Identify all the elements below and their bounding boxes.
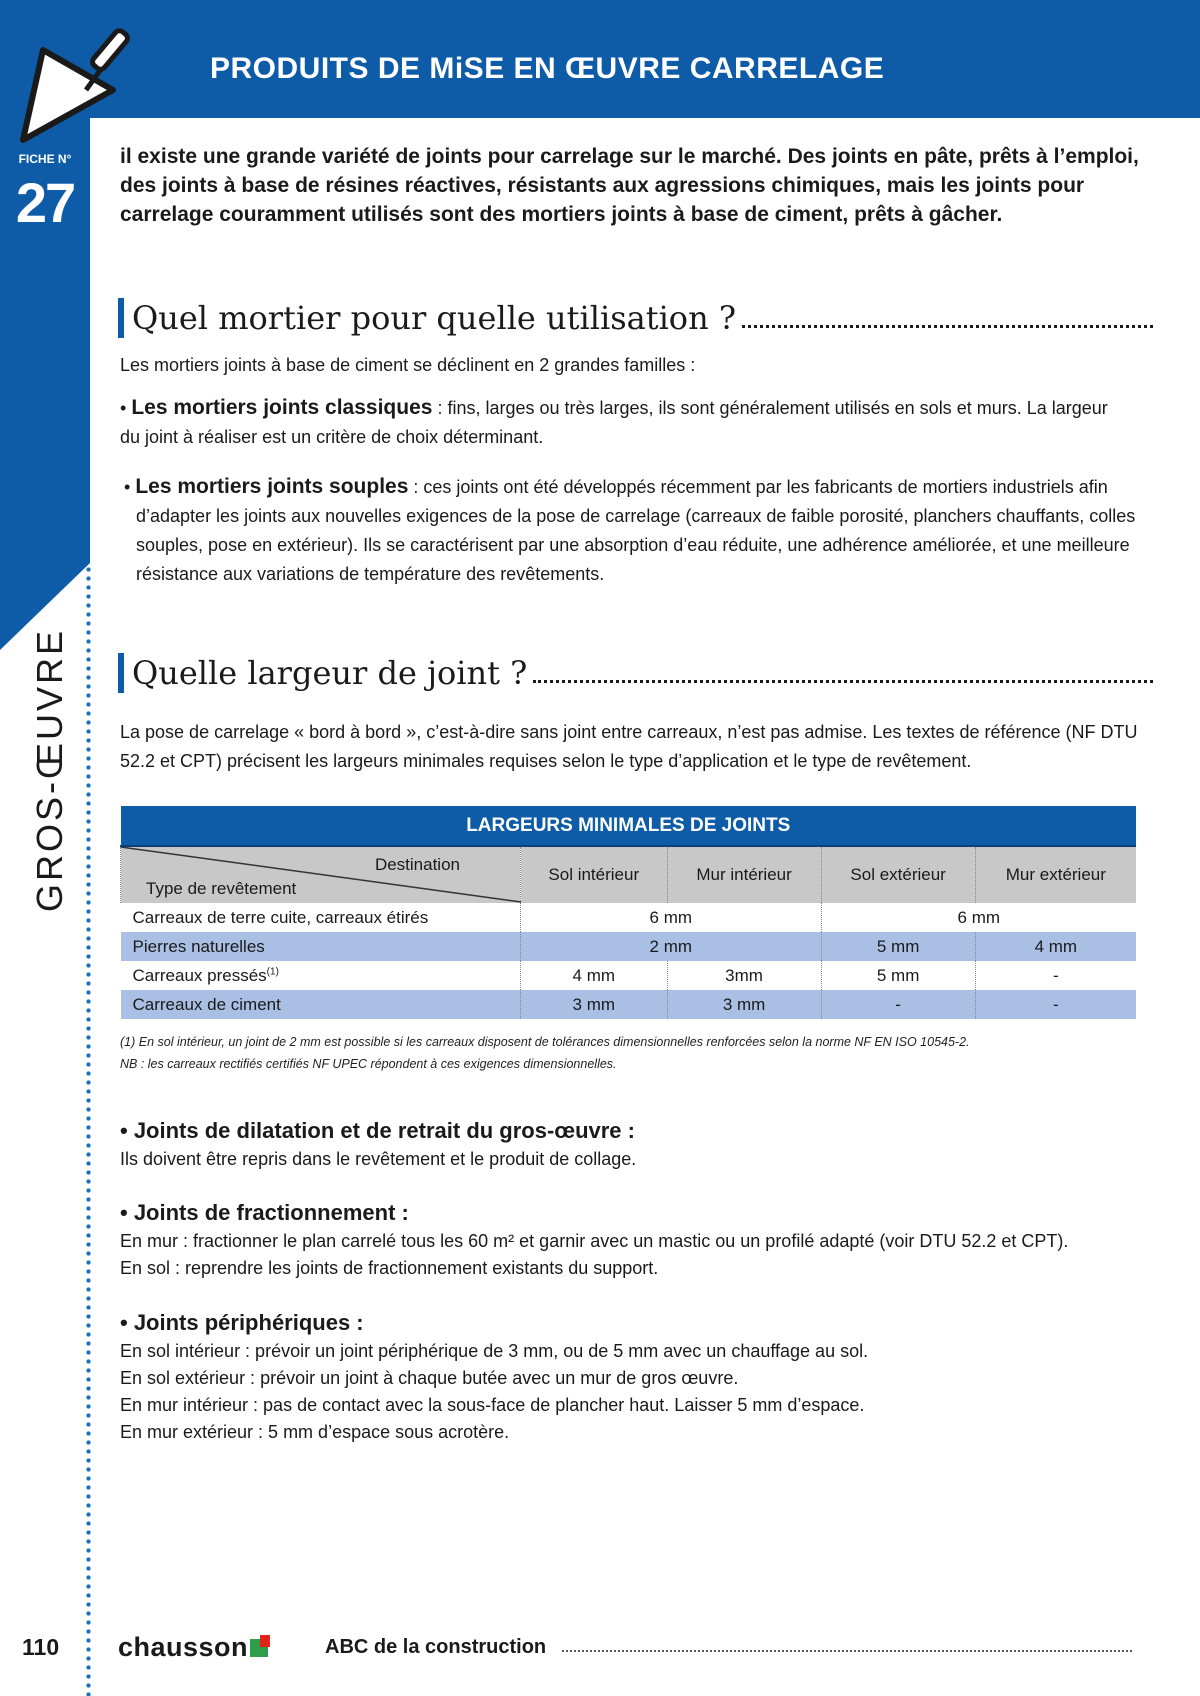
table-row: [121, 990, 1137, 1019]
dot-leader: [742, 325, 1153, 328]
column-header: Sol intérieur: [521, 846, 668, 903]
corner-bottom: Type de revêtement: [146, 879, 297, 898]
row-label: Carreaux de ciment: [121, 990, 521, 1019]
joints-peripheriques: [120, 1308, 1160, 1446]
fiche-label: FICHE N°: [18, 152, 72, 166]
column-header: Mur extérieur: [975, 846, 1136, 903]
heading-largeur: [118, 653, 1153, 693]
brand-name: chausson: [118, 1632, 249, 1662]
cell: 2 mm: [521, 932, 822, 961]
bullet-souples: • Les mortiers joints souples : ces joints ont été développés récemment par les fabricants de mortiers industriels afin d’adapter les joints aux nouvelles exigences de la pose de carrelage (carreaux de faible porosité, planchers chauffants, colles souples, pose en extérieur). Ils se caractérisent par une absorption d’eau réduite, une adhérence améliorée, et une meilleure résistance aux variations de température des revêtements.: [124, 475, 1136, 584]
book-title: ABC de la construction: [325, 1636, 547, 1658]
section-label: GROS-ŒUVRE: [29, 627, 70, 913]
trowel-icon: [18, 20, 143, 145]
cell: -: [821, 990, 975, 1019]
section2-lead: La pose de carrelage « bord à bord », c’est-à-dire sans joint entre carreaux, n’est pas admise. Les textes de référence (NF DTU 52.2 et CPT) précisent les largeurs minimales requises selon le type d’application et le type de revêtement.: [120, 722, 1138, 771]
page-number: 110: [22, 1634, 60, 1660]
cell: 6 mm: [521, 903, 822, 932]
footnote-nb: NB : les carreaux rectifiés certifiés NF UPEC répondent à ces exigences dimensionnelles.: [120, 1057, 617, 1071]
joints-dilatation: [120, 1116, 1160, 1173]
bullet-title: Les mortiers joints classiques: [131, 396, 433, 419]
bullet-classiques: • Les mortiers joints classiques : fins, larges ou très larges, ils sont généralement utilisés en sols et murs. La largeur du joint à réaliser est un critère de choix déterminant.: [120, 396, 1108, 447]
joint-line: En mur intérieur : pas de contact avec la sous-face de plancher haut. Laisser 5 mm d’espace.: [120, 1395, 865, 1415]
heading-mortier: [118, 298, 1153, 338]
row-label-text: Carreaux pressés: [132, 965, 267, 985]
row-label: Pierres naturelles: [121, 932, 521, 961]
table-caption: LARGEURS MINIMALES DE JOINTS: [121, 806, 1137, 846]
cell: 6 mm: [821, 903, 1136, 932]
cell: -: [975, 990, 1136, 1019]
table-row: [121, 932, 1137, 961]
dot-leader: [533, 680, 1153, 683]
heading-text: Quel mortier pour quelle utilisation ?: [132, 299, 736, 337]
page-title: PRODUITS DE MiSE EN ŒUVRE CARRELAGE: [210, 52, 885, 85]
dotted-divider: [86, 565, 91, 1696]
intro-paragraph: il existe une grande variété de joints pour carrelage sur le marché. Des joints en pâte, prêts à l’emploi, des joints à base de résines réactives, résistants aux agressions chimiques, mais les joints pour carrelage couramment utilisés sont des mortiers joints à base de ciment, prêts à gâcher.: [120, 145, 1139, 226]
cell: 4 mm: [975, 932, 1136, 961]
cell: 5 mm: [821, 961, 975, 990]
joints-fractionnement: [120, 1198, 1160, 1282]
cell: -: [975, 961, 1136, 990]
cell: 3 mm: [667, 990, 821, 1019]
bullet-text: : ces joints ont été développés récemment par les fabricants de mortiers industriels afin d’adapter les joints aux nouvelles exigences de la pose de carrelage (carreaux de faible porosité, planchers chauffants, colles souples, pose en extérieur). Ils se caractérisent par une absorption d’eau réduite, une adhérence améliorée, et une meilleure résistance aux variations de température des revêtements.: [136, 477, 1136, 584]
logo-mark-icon: [250, 1639, 268, 1657]
heading-text: Quelle largeur de joint ?: [132, 654, 528, 692]
joint-line: Ils doivent être repris dans le revêtement et le produit de collage.: [120, 1149, 637, 1169]
joint-line: En mur : fractionner le plan carrelé tous les 60 m² et garnir avec un mastic ou un profilé adapté (voir DTU 52.2 et CPT).: [120, 1231, 1069, 1251]
cell: 5 mm: [821, 932, 975, 961]
joint-title: • Joints de fractionnement :: [120, 1200, 409, 1225]
joint-width-table: [120, 806, 1136, 1019]
table-header-row: [121, 846, 1137, 903]
bullet-title: Les mortiers joints souples: [135, 475, 409, 498]
cell: 3 mm: [521, 990, 668, 1019]
joint-line: En sol extérieur : prévoir un joint à chaque butée avec un mur de gros œuvre.: [120, 1368, 739, 1388]
column-header: Sol extérieur: [821, 846, 975, 903]
table-row: [121, 961, 1137, 990]
joint-title: • Joints périphériques :: [120, 1310, 364, 1335]
column-header: Mur intérieur: [667, 846, 821, 903]
bullet-text: : fins, larges ou très larges, ils sont généralement utilisés en sols et murs. La largeur du joint à réaliser est un critère de choix déterminant.: [120, 398, 1108, 447]
footnote: (1) En sol intérieur, un joint de 2 mm est possible si les carreaux disposent de tolérances dimensionnelles renforcées selon la norme NF EN ISO 10545-2.: [120, 1035, 970, 1049]
joint-title: • Joints de dilatation et de retrait du gros-œuvre :: [120, 1118, 635, 1143]
corner-cell: [121, 846, 521, 903]
fiche-number: 27: [15, 171, 75, 234]
section1-lead: Les mortiers joints à base de ciment se déclinent en 2 grandes familles :: [120, 355, 696, 375]
cell: 3mm: [667, 961, 821, 990]
cell: 4 mm: [521, 961, 668, 990]
footer-dotted-line: [562, 1650, 1132, 1652]
joint-line: En sol intérieur : prévoir un joint périphérique de 3 mm, ou de 5 mm avec un chauffage au sol.: [120, 1341, 869, 1361]
footnote-ref: (1): [266, 965, 279, 977]
row-label: Carreaux de terre cuite, carreaux étirés: [132, 907, 429, 927]
corner-top: Destination: [374, 855, 460, 874]
joint-line: En sol : reprendre les joints de fractionnement existants du support.: [120, 1258, 659, 1278]
row-label: [121, 961, 521, 990]
joint-line: En mur extérieur : 5 mm d’espace sous acrotère.: [120, 1422, 510, 1442]
table-row: [121, 903, 1137, 932]
brand-logo: [118, 1632, 268, 1663]
